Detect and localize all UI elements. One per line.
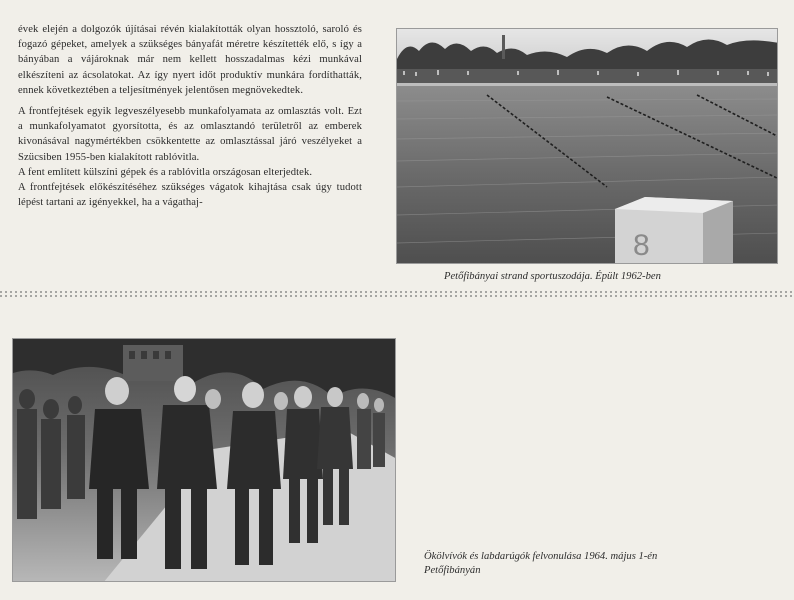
swimming-pool-photo (396, 28, 778, 264)
paragraph: A fent említett külszíni gépek és a rablóvitla országosan elterjedtek. (18, 166, 313, 178)
parade-photo (12, 338, 396, 582)
lane-number: 8 (633, 229, 650, 262)
dotted-divider (0, 290, 794, 298)
parade-caption-line: Ökölvívók és labdarúgók felvonulása 1964. május 1-én (424, 551, 658, 562)
paragraph: A frontfejtések egyik legveszélyesebb munkafolyamata az omlasztás volt. Ezt a munkafolyamatot gyorsította, és az omlasztandó területről az emberek kivonásával nagymértékben csökkentette az omlasztással járó veszélyeket a Szücsiben 1955-ben kialakított rablóvitla. (18, 106, 362, 163)
swimming-pool-image (397, 29, 778, 264)
parade-caption-line: Petőfibányán (424, 565, 481, 576)
parade-photo-caption (424, 550, 784, 578)
parade-image (13, 339, 396, 582)
paragraph: évek elején a dolgozók újításai révén kialakították olyan hossztoló, saroló és fogazó gépeket, amelyek a szükséges bányafát méretre készítették elő, s így a bányában a vájároknak már nem kellett hosszadalmas kézi munkával elkészíteni az ácsolatokat. Az így nyert időt produktív munkára fordíthatták, ennek következtében a teljesítmények jelentősen megnövekedtek. (18, 24, 362, 96)
paragraph: A frontfejtések előkészítéséhez szükséges vágatok kihajtása csak úgy tudott lépést tartani az igényekkel, ha a vágathaj- (18, 182, 362, 209)
article-text (18, 22, 362, 210)
pool-photo-caption: Petőfibányai strand sportuszodája. Épült 1962-ben (444, 271, 661, 282)
